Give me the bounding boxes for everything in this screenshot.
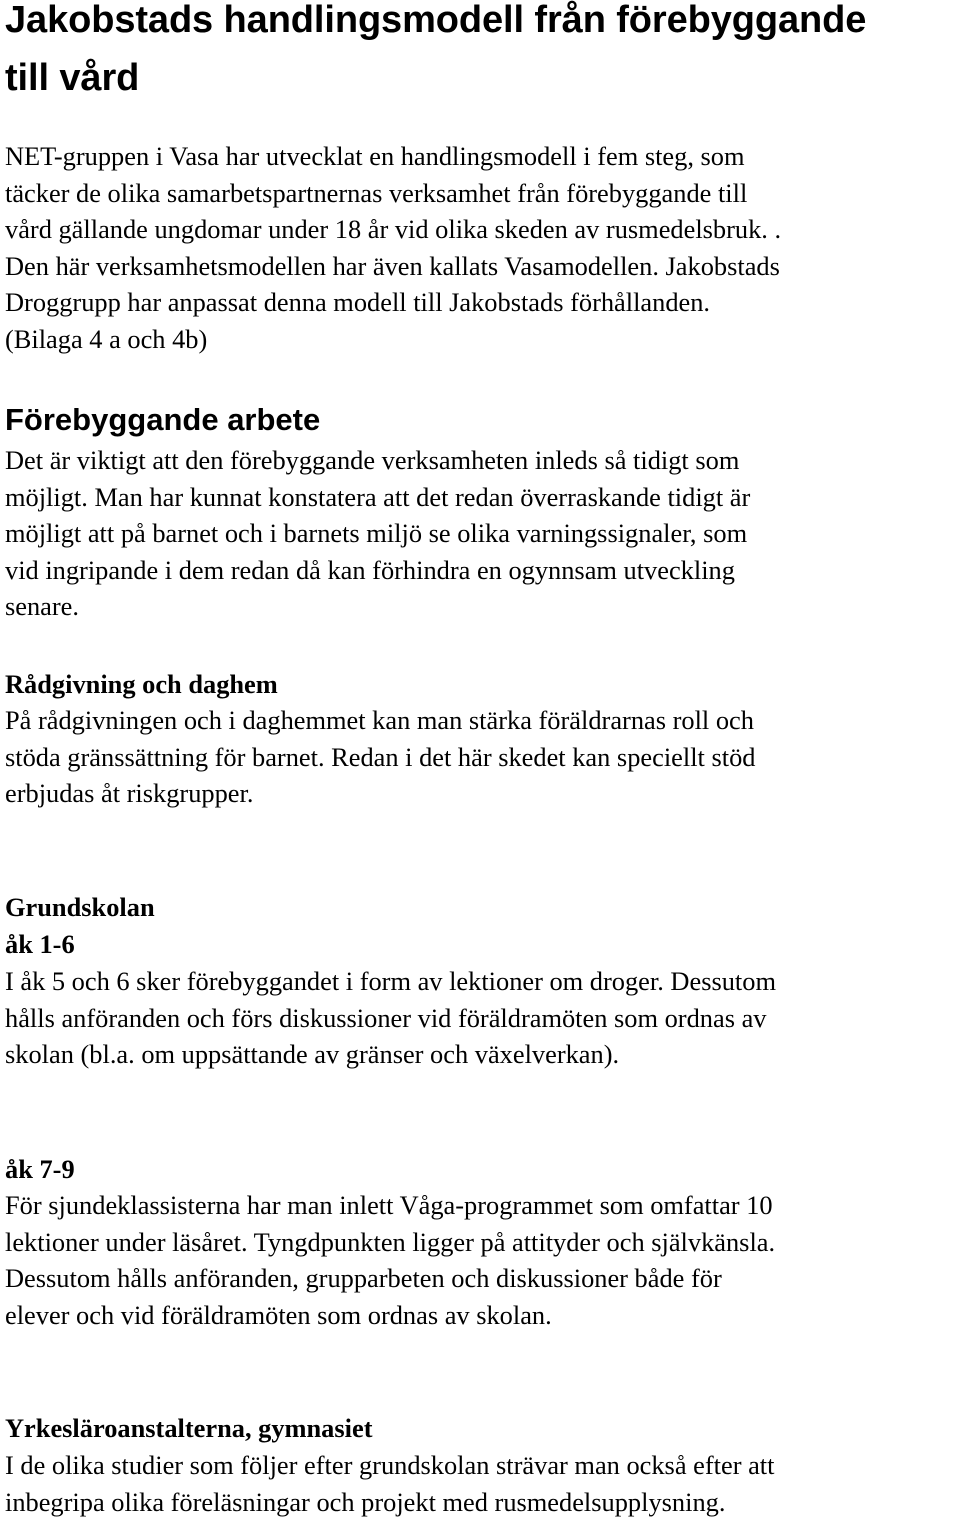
paragraph-line: erbjudas åt riskgrupper.	[5, 778, 254, 809]
paragraph-line: Den här verksamhetsmodellen har även kallats Vasamodellen. Jakobstads	[5, 250, 780, 281]
paragraph-line: stöda gränssättning för barnet. Redan i det här skedet kan speciellt stöd	[5, 741, 756, 772]
paragraph-line: elever och vid föräldramöten som ordnas av skolan.	[5, 1299, 552, 1330]
paragraph-line: I åk 5 och 6 sker förebyggandet i form av lektioner om droger. Dessutom	[5, 966, 776, 996]
paragraph-line: lektioner under läsåret. Tyngdpunkten ligger på attityder och självkänsla.	[5, 1226, 776, 1257]
intro-paragraph	[5, 138, 955, 358]
section-paragraph-grundskolan	[5, 963, 955, 1073]
paragraph-line: inbegripa olika föreläsningar och projekt med rusmedelsupplysning.	[5, 1486, 726, 1517]
paragraph-line: Dessutom hålls anföranden, grupparbeten och diskussioner både för	[5, 1263, 722, 1294]
document-title	[5, 0, 955, 98]
paragraph-line: vård gällande ungdomar under 18 år vid olika skeden av rusmedelsbruk. .	[5, 214, 782, 245]
paragraph-line: möjligt. Man har kunnat konstatera att det redan överraskande tidigt är	[5, 481, 751, 512]
paragraph-line: Det är viktigt att den förebyggande verksamheten inleds så tidigt som	[5, 445, 740, 475]
paragraph-line: För sjundeklassisterna har man inlett Våga-programmet som omfattar 10	[5, 1190, 773, 1220]
paragraph-line: NET-gruppen i Vasa har utvecklat en handlingsmodell i fem steg, som	[5, 141, 745, 171]
paragraph-line: I de olika studier som följer efter grundskolan strävar man också efter att	[5, 1450, 775, 1480]
section-paragraph-radgivning	[5, 702, 955, 812]
paragraph-line: Droggrupp har anpassat denna modell till Jakobstads förhållanden.	[5, 287, 711, 318]
paragraph-line: täcker de olika samarbetspartnernas verksamhet från förebyggande till	[5, 177, 748, 208]
paragraph-line: skolan (bl.a. om uppsättande av gränser och växelverkan).	[5, 1039, 620, 1070]
section-paragraph-forebyggande	[5, 442, 955, 625]
paragraph-line: vid ingripande i dem redan då kan förhindra en ogynnsam utveckling	[5, 554, 735, 585]
paragraph-line: senare.	[5, 591, 79, 622]
section-heading-yrkeslaroanstalterna: Yrkesläroanstalterna, gymnasiet	[5, 1413, 373, 1443]
section-paragraph-ak-7-9	[5, 1187, 955, 1333]
paragraph-line: hålls anföranden och förs diskussioner vid föräldramöten som ordnas av	[5, 1002, 767, 1033]
paragraph-line: På rådgivningen och i daghemmet kan man stärka föräldrarnas roll och	[5, 705, 754, 735]
section-paragraph-yrkeslaroanstalterna	[5, 1447, 955, 1520]
title-line: Jakobstads handlingsmodell från förebyggande	[5, 0, 867, 41]
section-heading-forebyggande: Förebyggande arbete	[5, 402, 321, 437]
title-line: till vård	[5, 57, 140, 99]
section-heading-ak-7-9: åk 7-9	[5, 1154, 75, 1184]
section-heading-grundskolan: Grundskolan	[5, 892, 155, 922]
section-heading-radgivning: Rådgivning och daghem	[5, 669, 278, 699]
paragraph-line: (Bilaga 4 a och 4b)	[5, 323, 208, 354]
paragraph-line: möjligt att på barnet och i barnets miljö se olika varningssignaler, som	[5, 518, 748, 549]
subheading-ak-1-6: åk 1-6	[5, 929, 75, 959]
